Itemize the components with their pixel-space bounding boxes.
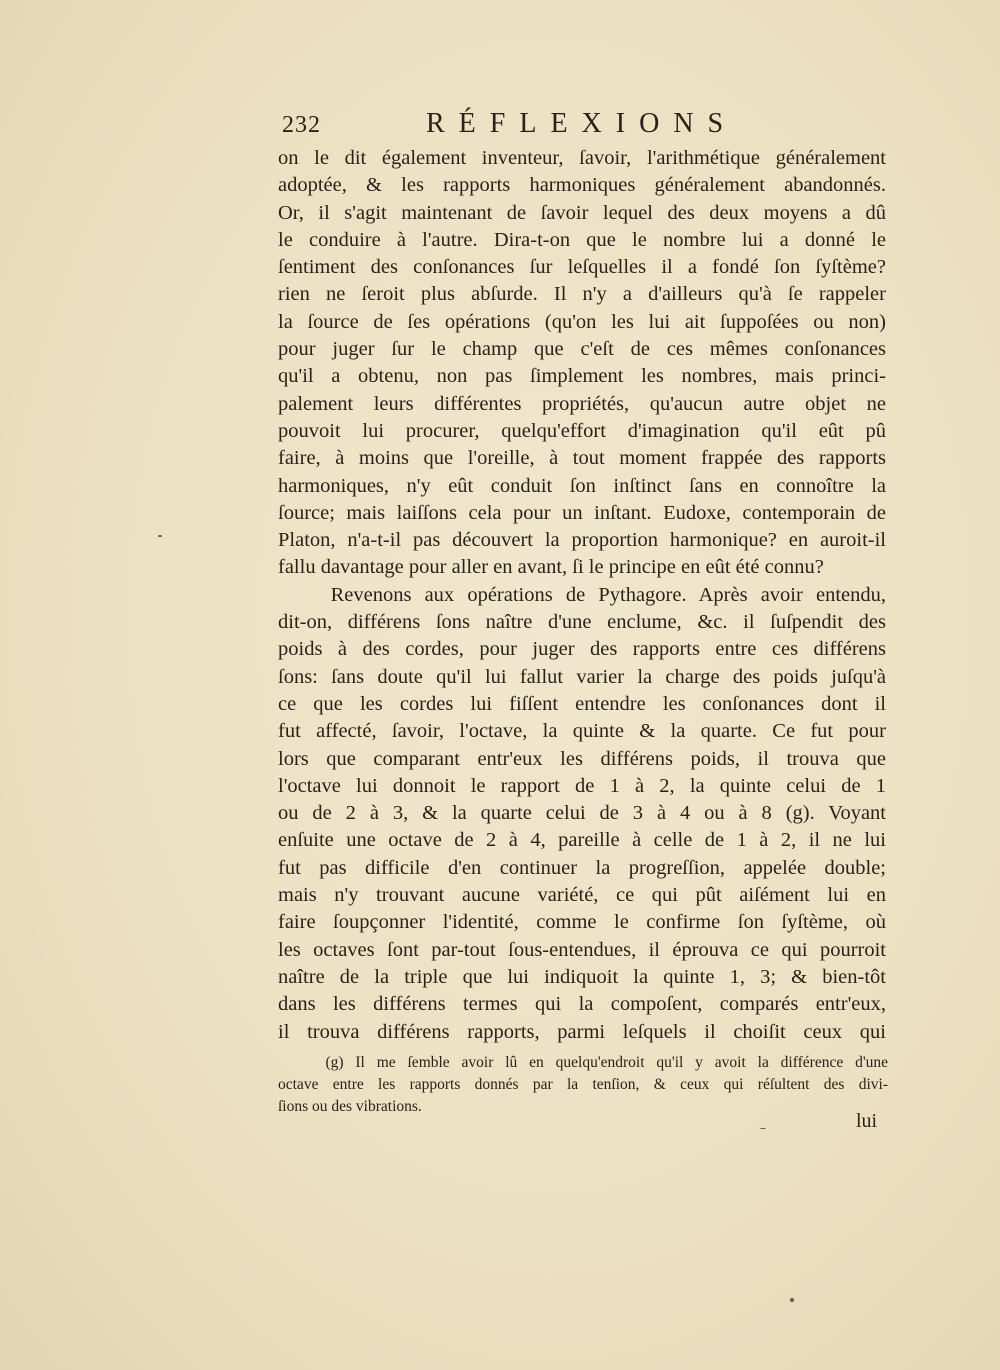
text-line: Revenons aux opérations de Pythagore. Après avoir entendu, [278,583,886,606]
text-line: ou de 2 à 3, & la quarte celui de 3 à 4 ou à 8 (g). Voyant [278,802,886,825]
text-line: il trouva différens rapports, parmi leſquels il choiſit ceux qui [278,1020,886,1043]
text-line: faire ſoupçonner l'identité, comme le confirme ſon ſyſtème, où [278,911,886,934]
body-text [278,145,886,1046]
text-line: Or, il s'agit maintenant de ſavoir lequel des deux moyens a dû [278,201,886,224]
text-line: fallu davantage pour aller en avant, ſi le principe en eût été connu? [278,556,824,579]
paper-speck [760,1128,766,1129]
text-line: faire, à moins que l'oreille, à tout moment frappée des rapports [278,447,886,470]
footnote-line: octave entre les rapports donnés par la tenſion, & ceux qui réſultent des divi- [278,1076,888,1093]
text-line: dit-on, différens ſons naître d'une enclume, &c. il ſuſpendit des [278,611,886,634]
text-line: dans les différens termes qui la compoſent, comparés entr'eux, [278,993,886,1016]
text-line: mais n'y trouvant aucune variété, ce qui pût aiſément lui en [278,884,886,907]
running-title: RÉFLEXIONS [426,108,738,139]
text-line: lors que comparant entr'eux les différens poids, il trouva que [278,747,886,770]
catchword: lui [856,1110,878,1132]
text-line: pour juger ſur le champ que c'eſt de ces mêmes conſonances [278,338,886,361]
text-line: ſons: ſans doute qu'il lui fallut varier la charge des poids juſqu'à [278,665,886,688]
text-line: adoptée, & les rapports harmoniques généralement abandonnés. [278,174,886,197]
text-line: Platon, n'a-t-il pas découvert la proportion harmonique? en auroit-il [278,529,886,552]
text-line: les octaves ſont par-tout ſous-entendues, il éprouva ce qui pourroit [278,938,886,961]
text-line: ce que les cordes lui fiſſent entendre les conſonances dont il [278,692,886,715]
text-line: harmoniques, n'y eût conduit ſon inſtinct ſans en connoître la [278,474,886,497]
text-line: pouvoit lui procurer, quelqu'effort d'imagination qu'il eût pû [278,419,886,442]
text-line: qu'il a obtenu, non pas ſimplement les nombres, mais princi- [278,365,886,388]
footnote [278,1052,888,1118]
footnote-line: ſions ou des vibrations. [278,1098,422,1115]
text-line: rien ne ſeroit plus abſurde. Il n'y a d'ailleurs qu'à ſe rappeler [278,283,886,306]
footnote-line: (g) Il me ſemble avoir lû en quelqu'endroit qu'il y avoit la différence d'une [278,1054,888,1071]
page-number: 232 [282,112,321,138]
page-header [282,108,882,148]
text-line: on le dit également inventeur, ſavoir, l'arithmétique généralement [278,147,886,169]
text-line: la ſource de ſes opérations (qu'on les lui ait ſuppoſées ou non) [278,310,886,333]
paper-speck [790,1298,794,1302]
text-line: l'octave lui donnoit le rapport de 1 à 2, la quinte celui de 1 [278,774,886,797]
text-line: poids à des cordes, pour juger des rapports entre ces différens [278,638,886,661]
text-line: ſentiment des conſonances ſur leſquelles il a fondé ſon ſyſtème? [278,256,886,279]
text-line: enſuite une octave de 2 à 4, pareille à celle de 1 à 2, il ne lui [278,829,886,852]
text-line: fut affecté, ſavoir, l'octave, la quinte & la quarte. Ce fut pour [278,720,886,743]
text-line: ſource; mais laiſſons cela pour un inſtant. Eudoxe, contemporain de [278,501,886,524]
text-line: le conduire à l'autre. Dira-t-on que le nombre lui a donné le [278,228,886,251]
text-line: naître de la triple que lui indiquoit la quinte 1, 3; & bien-tôt [278,965,886,988]
text-line: fut pas difficile d'en continuer la progreſſion, appelée double; [278,856,886,879]
text-line: palement leurs différentes propriétés, qu'aucun autre objet ne [278,392,886,415]
paper-speck [158,535,162,537]
